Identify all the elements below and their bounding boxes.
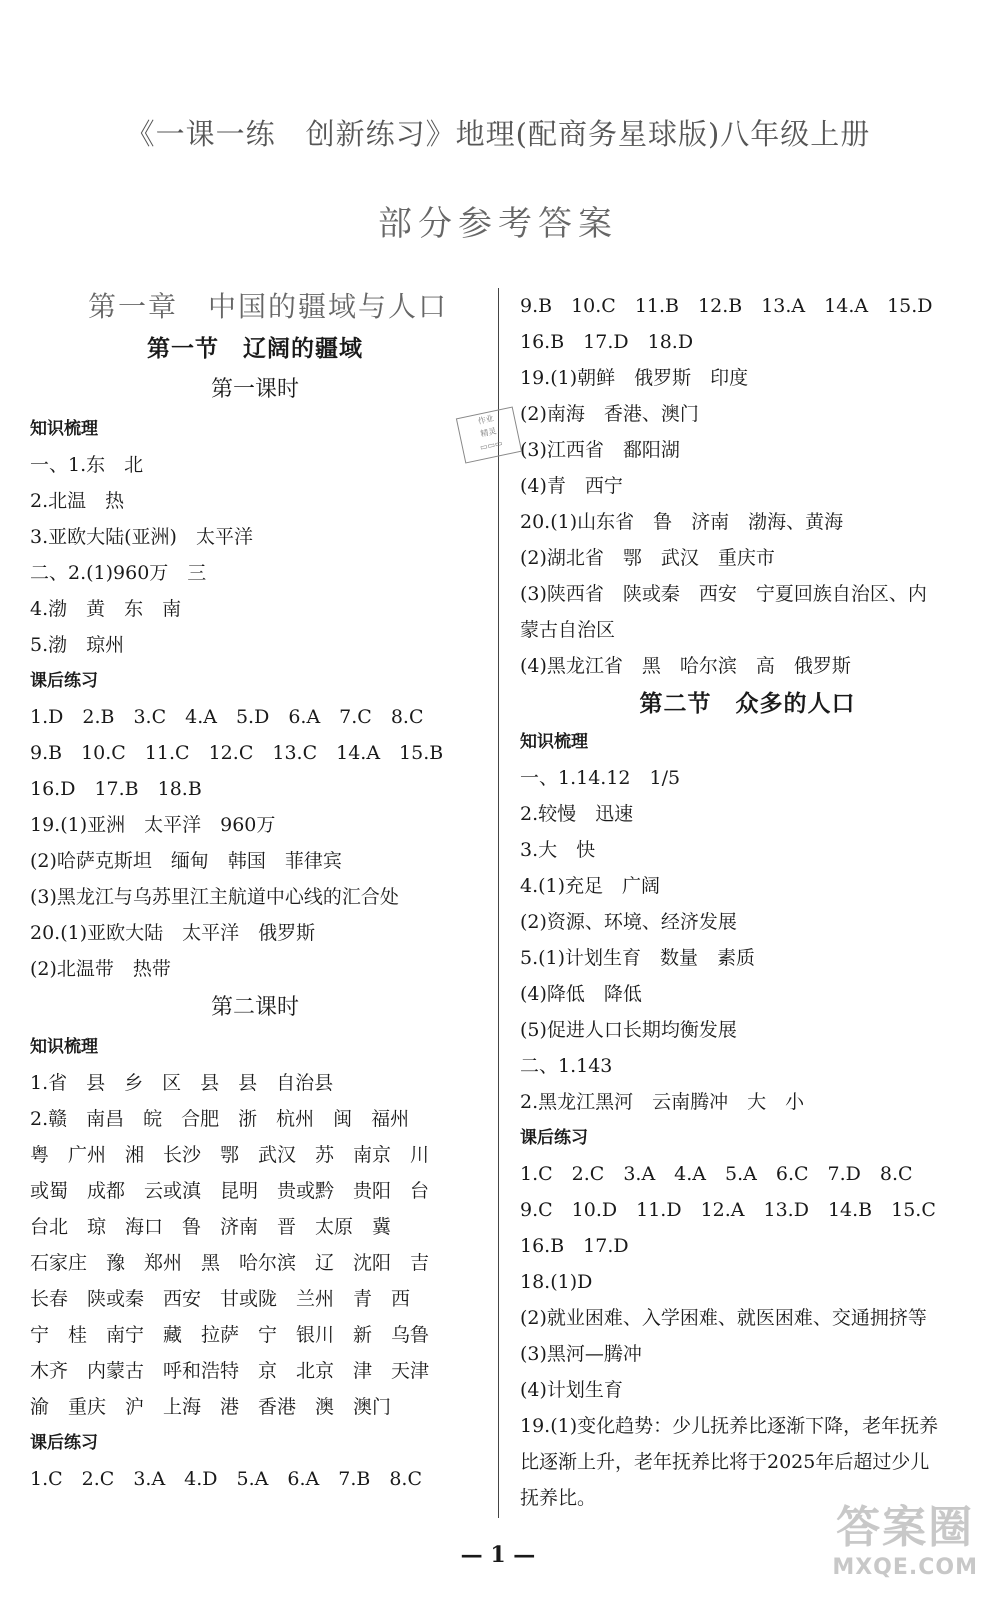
answer-line: 一、1.14.12 1/5 [520,767,681,789]
answer-line: 二、2.(1)960万 三 [30,562,207,584]
answer-line: 16.B 17.D [520,1235,629,1257]
answer-line: (3)黑河—腾冲 [520,1343,642,1365]
answer-line: (2)资源、环境、经济发展 [520,911,737,933]
answer-line: 2.赣 南昌 皖 合肥 浙 杭州 闽 福州 [30,1108,410,1130]
answer-line: 16.D 17.B 18.B [30,778,202,800]
left-answers-part2 [30,1029,480,1497]
answer-line: (2)就业困难、入学困难、就医困难、交通拥挤等 [520,1307,927,1329]
answer-line: 9.B 10.C 11.C 12.C 13.C 14.A 15.B [30,742,444,764]
watermark-logo [832,1491,978,1580]
answer-line: 20.(1)亚欧大陆 太平洋 俄罗斯 [30,922,316,944]
answer-line: (2)北温带 热带 [30,958,171,980]
right-answers-part2 [520,724,975,1516]
stamp-mark: 作业 精灵 ▭▭▭ [456,406,522,463]
answer-line: (2)哈萨克斯坦 缅甸 韩国 菲律宾 [30,850,342,872]
page-number: — 1 — [460,1542,536,1568]
answer-line: (5)促进人口长期均衡发展 [520,1019,737,1041]
answer-line: 比逐渐上升，老年抚养比将于2025年后超过少儿 [520,1451,930,1473]
answer-line: 1.省 县 乡 区 县 县 自治县 [30,1072,334,1094]
answer-line: 20.(1)山东省 鲁 济南 渤海、黄海 [520,511,844,533]
answer-line: 二、1.143 [520,1055,613,1077]
answer-line: (3)黑龙江与乌苏里江主航道中心线的汇合处 [30,886,399,908]
answer-line: 5.(1)计划生育 数量 素质 [520,947,756,969]
chapter-heading: 第一章 中国的疆域与人口 [88,290,449,323]
subheading: 课后练习 [30,671,98,691]
column-divider [498,288,499,1518]
answer-line: (3)江西省 鄱阳湖 [520,439,680,461]
watermark-text: 答案圈 [836,1502,975,1553]
answer-line: 19.(1)亚洲 太平洋 960万 [30,814,276,836]
answer-line: 9.B 10.C 11.B 12.B 13.A 14.A 15.D [520,295,933,317]
answer-line: 抚养比。 [520,1487,597,1509]
answer-line: (4)黑龙江省 黑 哈尔滨 高 俄罗斯 [520,655,851,677]
answer-line: 19.(1)变化趋势：少儿抚养比逐渐下降，老年抚养 [520,1415,939,1437]
answer-line: 2.较慢 迅速 [520,803,634,825]
subheading: 课后练习 [520,1128,588,1148]
answer-line: 3.大 快 [520,839,596,861]
answer-line: 4.渤 黄 东 南 [30,598,182,620]
answer-line: 木齐 内蒙古 呼和浩特 京 北京 津 天津 [30,1360,430,1382]
document-title: 部分参考答案 [378,204,618,244]
answer-line: 4.(1)充足 广阔 [520,875,661,897]
answer-line: 蒙古自治区 [520,619,616,641]
answer-line: (4)降低 降低 [520,983,642,1005]
answer-line: 1.C 2.C 3.A 4.D 5.A 6.A 7.B 8.C [30,1468,422,1490]
answer-line: (4)青 西宁 [520,475,623,497]
answer-line: 粤 广州 湘 长沙 鄂 武汉 苏 南京 川 [30,1144,430,1166]
answer-line: (2)湖北省 鄂 武汉 重庆市 [520,547,775,569]
answer-line: (2)南海 香港、澳门 [520,403,699,425]
answer-line: 18.(1)D [520,1271,593,1293]
answer-line: 3.亚欧大陆(亚洲) 太平洋 [30,526,253,548]
subheading: 知识梳理 [30,419,98,439]
answer-line: 2.黑龙江黑河 云南腾冲 大 小 [520,1091,805,1113]
answer-line: 19.(1)朝鲜 俄罗斯 印度 [520,367,749,389]
right-answers-part1 [520,288,975,684]
answer-line: 长春 陕或秦 西安 甘或陇 兰州 青 西 [30,1288,411,1310]
answer-line: 一、1.东 北 [30,454,144,476]
answer-line: 台北 琼 海口 鲁 济南 晋 太原 冀 [30,1216,392,1238]
subheading: 课后练习 [30,1433,98,1453]
answer-line: 宁 桂 南宁 藏 拉萨 宁 银川 新 乌鲁 [30,1324,430,1346]
section-heading-1: 第一节 辽阔的疆域 [147,335,363,362]
answer-line: 9.C 10.D 11.D 12.A 13.D 14.B 15.C [520,1199,936,1221]
answer-line: (3)陕西省 陕或秦 西安 宁夏回族自治区、内 [520,583,927,605]
subheading: 知识梳理 [30,1037,98,1057]
answer-line: 2.北温 热 [30,490,125,512]
book-title: 《一课一练 创新练习》地理(配商务星球版)八年级上册 [125,117,871,151]
answer-line: 1.D 2.B 3.C 4.A 5.D 6.A 7.C 8.C [30,706,424,728]
left-answers-part1 [30,411,480,987]
subheading: 知识梳理 [520,732,588,752]
answer-line: 16.B 17.D 18.D [520,331,694,353]
answer-line: (4)计划生育 [520,1379,623,1401]
lesson-heading-1: 第一课时 [210,377,299,402]
answer-line: 渝 重庆 沪 上海 港 香港 澳 澳门 [30,1396,392,1418]
lesson-heading-2: 第二课时 [210,995,299,1020]
answer-line: 或蜀 成都 云或滇 昆明 贵或黔 贵阳 台 [30,1180,430,1202]
answer-line: 石家庄 豫 郑州 黑 哈尔滨 辽 沈阳 吉 [30,1252,430,1274]
watermark-url: MXQE.COM [832,1555,978,1580]
answer-line: 1.C 2.C 3.A 4.A 5.A 6.C 7.D 8.C [520,1163,913,1185]
section-heading-2: 第二节 众多的人口 [639,690,856,717]
left-column [30,285,480,1497]
right-column [520,288,975,1516]
answer-line: 5.渤 琼州 [30,634,125,656]
